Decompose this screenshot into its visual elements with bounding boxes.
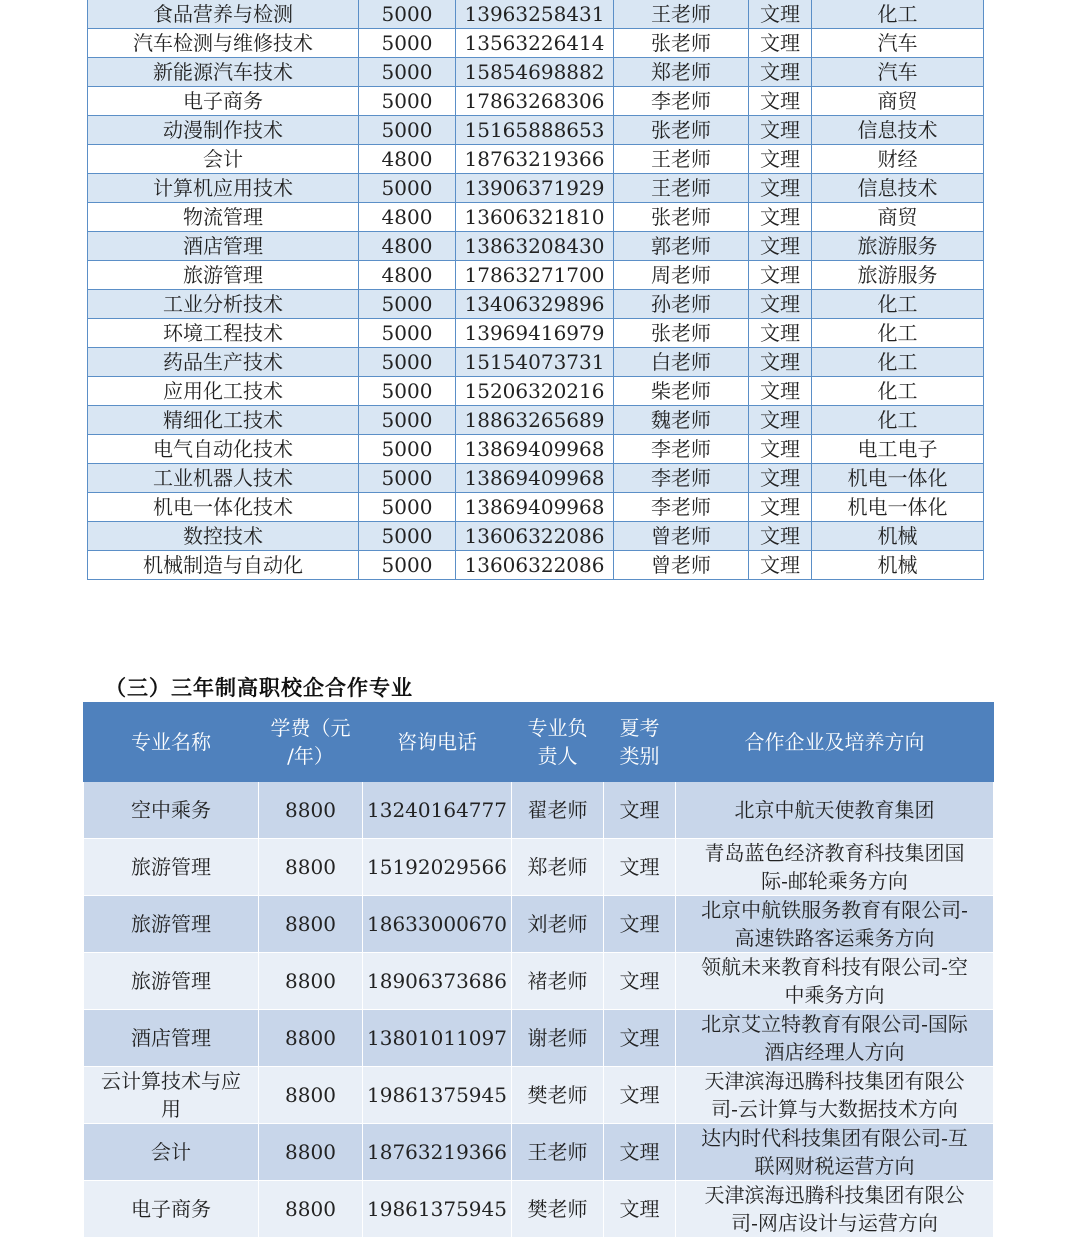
major-line1: 旅游管理 xyxy=(131,912,211,936)
teacher-cell: 翟老师 xyxy=(511,782,603,839)
teacher-cell: 樊老师 xyxy=(511,1067,603,1124)
enterprise-line2: 酒店经理人方向 xyxy=(764,1040,905,1064)
header-category-line2: 类别 xyxy=(619,744,660,768)
fee-cell: 4800 xyxy=(359,261,456,290)
fee-cell: 5000 xyxy=(359,0,456,29)
enterprise-cell xyxy=(675,1124,993,1181)
phone-cell: 13406329896 xyxy=(456,290,614,319)
table-row xyxy=(84,1067,994,1124)
table-row xyxy=(88,261,984,290)
fee-cell: 5000 xyxy=(359,493,456,522)
major-line1: 云计算技术与应 xyxy=(101,1069,241,1093)
table-row xyxy=(88,116,984,145)
table-row xyxy=(88,174,984,203)
enterprise-line1: 青岛蓝色经济教育科技集团国 xyxy=(704,841,965,865)
phone-cell: 15165888653 xyxy=(456,116,614,145)
major-cell: 食品营养与检测 xyxy=(88,0,359,29)
major-cell: 精细化工技术 xyxy=(88,406,359,435)
table-row xyxy=(88,406,984,435)
category-cell: 文理 xyxy=(749,377,812,406)
fee-cell: 5000 xyxy=(359,116,456,145)
major-cell: 数控技术 xyxy=(88,522,359,551)
fee-cell: 5000 xyxy=(359,87,456,116)
header-category-line1: 夏考 xyxy=(619,716,660,740)
major-line1: 电子商务 xyxy=(131,1197,211,1221)
fee-cell: 5000 xyxy=(359,348,456,377)
category-cell: 文理 xyxy=(603,1181,675,1238)
fee-cell: 4800 xyxy=(359,232,456,261)
table-row xyxy=(84,839,994,896)
phone-cell: 13906371929 xyxy=(456,174,614,203)
table-row xyxy=(88,377,984,406)
major-cell xyxy=(84,839,259,896)
teacher-cell: 郭老师 xyxy=(614,232,749,261)
phone-cell: 13963258431 xyxy=(456,0,614,29)
header-teacher-line2: 责人 xyxy=(537,744,578,768)
field-cell: 机电一体化 xyxy=(812,464,984,493)
field-cell: 财经 xyxy=(812,145,984,174)
major-line1: 旅游管理 xyxy=(131,969,211,993)
fee-cell: 5000 xyxy=(359,551,456,580)
enterprise-line1: 领航未来教育科技有限公司-空 xyxy=(701,955,968,979)
cooperation-table-body xyxy=(84,782,994,1238)
enterprise-line2: 中乘务方向 xyxy=(784,983,885,1007)
teacher-cell: 张老师 xyxy=(614,203,749,232)
header-fee-line2: /年） xyxy=(287,744,334,768)
teacher-cell: 郑老师 xyxy=(511,839,603,896)
fee-cell: 8800 xyxy=(259,782,363,839)
phone-cell: 15206320216 xyxy=(456,377,614,406)
header-fee xyxy=(259,703,363,782)
field-cell: 机电一体化 xyxy=(812,493,984,522)
table-row xyxy=(88,58,984,87)
phone-cell: 13969416979 xyxy=(456,319,614,348)
field-cell: 机械 xyxy=(812,551,984,580)
header-teacher xyxy=(511,703,603,782)
field-cell: 电工电子 xyxy=(812,435,984,464)
table-row xyxy=(88,0,984,29)
header-category xyxy=(603,703,675,782)
enterprise-cell xyxy=(675,953,993,1010)
field-cell: 化工 xyxy=(812,377,984,406)
category-cell: 文理 xyxy=(749,406,812,435)
category-cell: 文理 xyxy=(749,116,812,145)
teacher-cell: 曾老师 xyxy=(614,551,749,580)
phone-cell: 13801011097 xyxy=(363,1010,512,1067)
teacher-cell: 柴老师 xyxy=(614,377,749,406)
fee-cell: 5000 xyxy=(359,406,456,435)
table-header-row xyxy=(84,703,994,782)
major-cell: 旅游管理 xyxy=(88,261,359,290)
phone-cell: 13240164777 xyxy=(363,782,512,839)
category-cell: 文理 xyxy=(603,1124,675,1181)
field-cell: 化工 xyxy=(812,348,984,377)
teacher-cell: 李老师 xyxy=(614,464,749,493)
table-row xyxy=(88,87,984,116)
category-cell: 文理 xyxy=(749,58,812,87)
teacher-cell: 张老师 xyxy=(614,116,749,145)
teacher-cell: 李老师 xyxy=(614,493,749,522)
phone-cell: 13863208430 xyxy=(456,232,614,261)
fee-cell: 5000 xyxy=(359,377,456,406)
major-cell: 机电一体化技术 xyxy=(88,493,359,522)
phone-cell: 19861375945 xyxy=(363,1067,512,1124)
major-cell: 药品生产技术 xyxy=(88,348,359,377)
enterprise-line1: 北京中航天使教育集团 xyxy=(734,798,935,822)
major-line2: 用 xyxy=(161,1097,181,1121)
phone-cell: 15192029566 xyxy=(363,839,512,896)
majors-table xyxy=(87,0,984,580)
teacher-cell: 樊老师 xyxy=(511,1181,603,1238)
fee-cell: 5000 xyxy=(359,319,456,348)
category-cell: 文理 xyxy=(749,232,812,261)
table-row xyxy=(84,1010,994,1067)
fee-cell: 8800 xyxy=(259,839,363,896)
category-cell: 文理 xyxy=(749,493,812,522)
major-cell: 酒店管理 xyxy=(88,232,359,261)
enterprise-cell xyxy=(675,839,993,896)
table-row xyxy=(88,551,984,580)
phone-cell: 18763219366 xyxy=(363,1124,512,1181)
teacher-cell: 王老师 xyxy=(614,145,749,174)
phone-cell: 17863271700 xyxy=(456,261,614,290)
field-cell: 化工 xyxy=(812,290,984,319)
major-cell xyxy=(84,1181,259,1238)
major-line1: 空中乘务 xyxy=(131,798,211,822)
table-row xyxy=(88,464,984,493)
header-enterprise: 合作企业及培养方向 xyxy=(675,703,993,782)
table-row xyxy=(88,232,984,261)
teacher-cell: 李老师 xyxy=(614,87,749,116)
fee-cell: 5000 xyxy=(359,522,456,551)
major-line1: 会计 xyxy=(151,1140,191,1164)
field-cell: 化工 xyxy=(812,406,984,435)
enterprise-cell xyxy=(675,896,993,953)
major-cell: 会计 xyxy=(88,145,359,174)
table-row xyxy=(88,319,984,348)
fee-cell: 4800 xyxy=(359,145,456,174)
phone-cell: 13869409968 xyxy=(456,464,614,493)
teacher-cell: 张老师 xyxy=(614,319,749,348)
field-cell: 机械 xyxy=(812,522,984,551)
teacher-cell: 谢老师 xyxy=(511,1010,603,1067)
table-row xyxy=(84,782,994,839)
category-cell: 文理 xyxy=(749,87,812,116)
enterprise-line1: 北京艾立特教育有限公司-国际 xyxy=(701,1012,968,1036)
category-cell: 文理 xyxy=(749,435,812,464)
major-cell xyxy=(84,953,259,1010)
enterprise-line2: 高速铁路客运乘务方向 xyxy=(734,926,935,950)
enterprise-cell xyxy=(675,1067,993,1124)
phone-cell: 18863265689 xyxy=(456,406,614,435)
field-cell: 化工 xyxy=(812,319,984,348)
phone-cell: 17863268306 xyxy=(456,87,614,116)
teacher-cell: 白老师 xyxy=(614,348,749,377)
field-cell: 汽车 xyxy=(812,58,984,87)
major-cell xyxy=(84,782,259,839)
category-cell: 文理 xyxy=(749,522,812,551)
major-cell xyxy=(84,1124,259,1181)
fee-cell: 8800 xyxy=(259,953,363,1010)
teacher-cell: 王老师 xyxy=(511,1124,603,1181)
phone-cell: 15854698882 xyxy=(456,58,614,87)
table-row xyxy=(88,290,984,319)
table-row xyxy=(84,953,994,1010)
table-row xyxy=(84,896,994,953)
category-cell: 文理 xyxy=(749,551,812,580)
major-cell: 物流管理 xyxy=(88,203,359,232)
teacher-cell: 王老师 xyxy=(614,0,749,29)
enterprise-line1: 天津滨海迅腾科技集团有限公 xyxy=(704,1069,965,1093)
phone-cell: 18633000670 xyxy=(363,896,512,953)
category-cell: 文理 xyxy=(603,1067,675,1124)
phone-cell: 18906373686 xyxy=(363,953,512,1010)
cooperation-majors-table xyxy=(83,702,994,1238)
header-major: 专业名称 xyxy=(84,703,259,782)
table-row xyxy=(84,1181,994,1238)
category-cell: 文理 xyxy=(749,145,812,174)
section-heading: （三）三年制高职校企合作专业 xyxy=(105,676,413,700)
enterprise-cell xyxy=(675,1181,993,1238)
field-cell: 汽车 xyxy=(812,29,984,58)
phone-cell: 13869409968 xyxy=(456,435,614,464)
teacher-cell: 褚老师 xyxy=(511,953,603,1010)
phone-cell: 13606322086 xyxy=(456,522,614,551)
major-cell: 机械制造与自动化 xyxy=(88,551,359,580)
fee-cell: 5000 xyxy=(359,58,456,87)
fee-cell: 4800 xyxy=(359,203,456,232)
header-phone: 咨询电话 xyxy=(363,703,512,782)
phone-cell: 18763219366 xyxy=(456,145,614,174)
table-row xyxy=(88,203,984,232)
fee-cell: 8800 xyxy=(259,1010,363,1067)
enterprise-line1: 天津滨海迅腾科技集团有限公 xyxy=(704,1183,965,1207)
field-cell: 商贸 xyxy=(812,203,984,232)
category-cell: 文理 xyxy=(603,839,675,896)
category-cell: 文理 xyxy=(603,1010,675,1067)
category-cell: 文理 xyxy=(749,464,812,493)
table-row xyxy=(88,145,984,174)
category-cell: 文理 xyxy=(603,953,675,1010)
major-cell: 环境工程技术 xyxy=(88,319,359,348)
category-cell: 文理 xyxy=(749,319,812,348)
major-cell: 动漫制作技术 xyxy=(88,116,359,145)
major-cell: 应用化工技术 xyxy=(88,377,359,406)
table-row xyxy=(84,1124,994,1181)
fee-cell: 8800 xyxy=(259,1124,363,1181)
enterprise-cell xyxy=(675,782,993,839)
phone-cell: 15154073731 xyxy=(456,348,614,377)
field-cell: 化工 xyxy=(812,0,984,29)
fee-cell: 8800 xyxy=(259,896,363,953)
teacher-cell: 张老师 xyxy=(614,29,749,58)
header-fee-line1: 学费（元 xyxy=(270,716,351,740)
enterprise-line1: 达内时代科技集团有限公司-互 xyxy=(701,1126,968,1150)
enterprise-line2: 司-云计算与大数据技术方向 xyxy=(711,1097,958,1121)
major-line1: 旅游管理 xyxy=(131,855,211,879)
phone-cell: 13606321810 xyxy=(456,203,614,232)
teacher-cell: 刘老师 xyxy=(511,896,603,953)
table-row xyxy=(88,348,984,377)
category-cell: 文理 xyxy=(749,174,812,203)
category-cell: 文理 xyxy=(749,348,812,377)
fee-cell: 8800 xyxy=(259,1067,363,1124)
table-row xyxy=(88,522,984,551)
teacher-cell: 王老师 xyxy=(614,174,749,203)
fee-cell: 5000 xyxy=(359,174,456,203)
teacher-cell: 魏老师 xyxy=(614,406,749,435)
fee-cell: 5000 xyxy=(359,290,456,319)
major-cell: 工业机器人技术 xyxy=(88,464,359,493)
fee-cell: 5000 xyxy=(359,29,456,58)
major-cell: 汽车检测与维修技术 xyxy=(88,29,359,58)
enterprise-line2: 际-邮轮乘务方向 xyxy=(761,869,908,893)
major-cell xyxy=(84,896,259,953)
majors-table-body xyxy=(88,0,984,580)
teacher-cell: 李老师 xyxy=(614,435,749,464)
major-cell: 电子商务 xyxy=(88,87,359,116)
teacher-cell: 孙老师 xyxy=(614,290,749,319)
category-cell: 文理 xyxy=(749,203,812,232)
major-cell: 电气自动化技术 xyxy=(88,435,359,464)
enterprise-line2: 司-网店设计与运营方向 xyxy=(731,1211,938,1235)
teacher-cell: 郑老师 xyxy=(614,58,749,87)
category-cell: 文理 xyxy=(749,0,812,29)
category-cell: 文理 xyxy=(749,261,812,290)
table-row xyxy=(88,493,984,522)
major-cell xyxy=(84,1010,259,1067)
field-cell: 信息技术 xyxy=(812,174,984,203)
enterprise-line2: 联网财税运营方向 xyxy=(754,1154,915,1178)
category-cell: 文理 xyxy=(603,896,675,953)
major-cell xyxy=(84,1067,259,1124)
enterprise-cell xyxy=(675,1010,993,1067)
category-cell: 文理 xyxy=(749,29,812,58)
major-cell: 新能源汽车技术 xyxy=(88,58,359,87)
phone-cell: 13606322086 xyxy=(456,551,614,580)
header-teacher-line1: 专业负 xyxy=(527,716,588,740)
category-cell: 文理 xyxy=(603,782,675,839)
major-cell: 工业分析技术 xyxy=(88,290,359,319)
major-cell: 计算机应用技术 xyxy=(88,174,359,203)
phone-cell: 13869409968 xyxy=(456,493,614,522)
major-line1: 酒店管理 xyxy=(131,1026,211,1050)
table-row xyxy=(88,435,984,464)
field-cell: 旅游服务 xyxy=(812,261,984,290)
category-cell: 文理 xyxy=(749,290,812,319)
teacher-cell: 曾老师 xyxy=(614,522,749,551)
phone-cell: 19861375945 xyxy=(363,1181,512,1238)
field-cell: 信息技术 xyxy=(812,116,984,145)
field-cell: 旅游服务 xyxy=(812,232,984,261)
phone-cell: 13563226414 xyxy=(456,29,614,58)
fee-cell: 5000 xyxy=(359,435,456,464)
teacher-cell: 周老师 xyxy=(614,261,749,290)
field-cell: 商贸 xyxy=(812,87,984,116)
table-row xyxy=(88,29,984,58)
fee-cell: 8800 xyxy=(259,1181,363,1238)
fee-cell: 5000 xyxy=(359,464,456,493)
enterprise-line1: 北京中航铁服务教育有限公司- xyxy=(701,898,968,922)
